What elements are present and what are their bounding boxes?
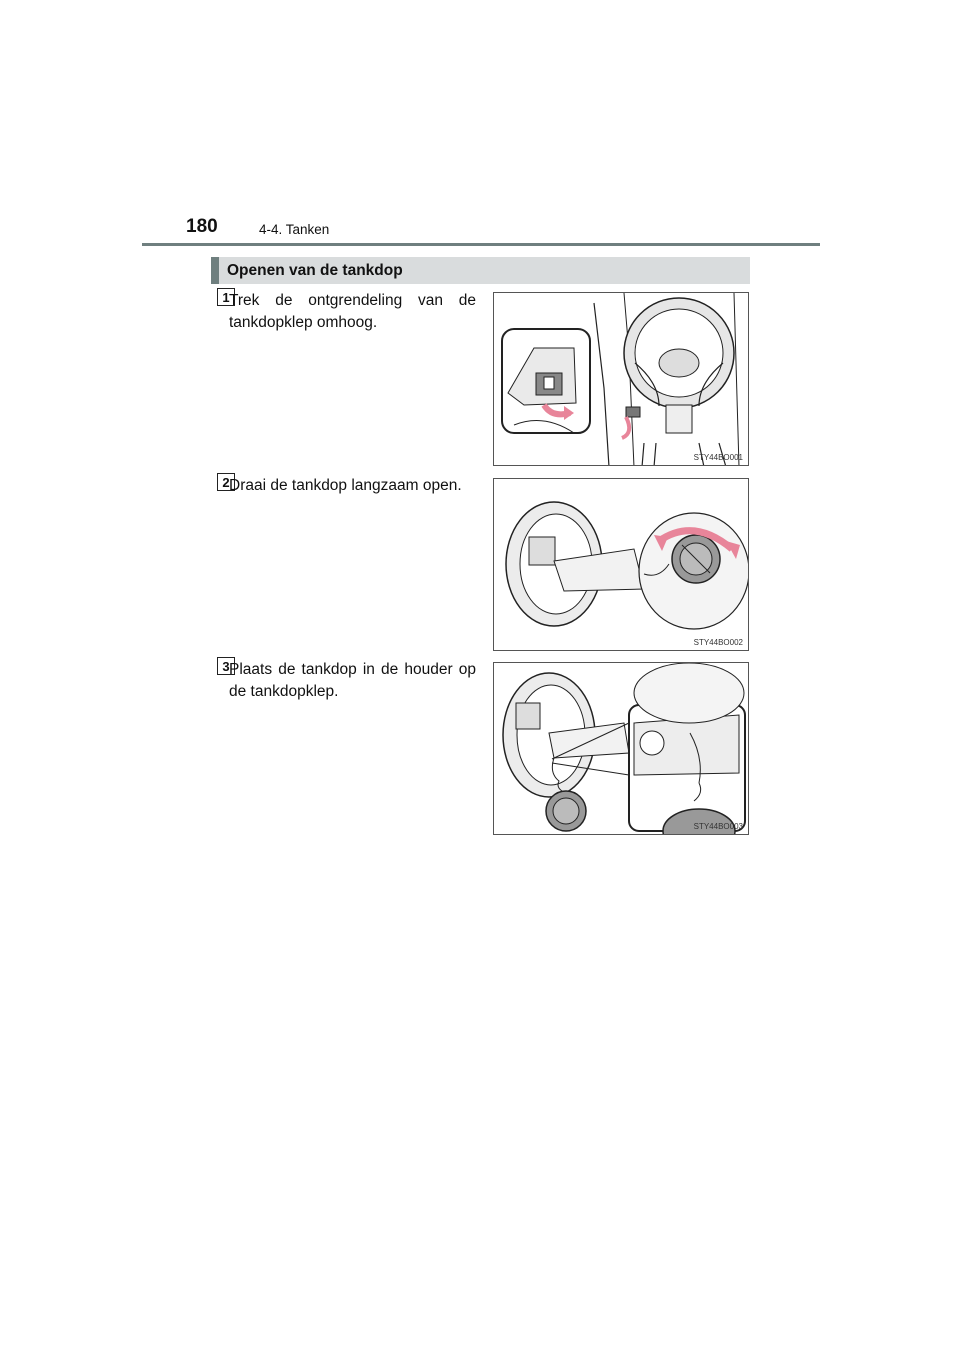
figure-code-3: STY44BO003 [693, 822, 743, 831]
step-number-1: 1 [217, 288, 235, 306]
cap-holder-illustration [494, 663, 749, 835]
header-rule [142, 243, 820, 246]
step-number-3: 3 [217, 657, 235, 675]
step-text-1: Trek de ontgrendeling van de tankdopklep omhoog. [229, 292, 476, 331]
section-title: Openen van de tankdop [227, 261, 403, 279]
figure-open-cap [493, 478, 749, 651]
step-number-2: 2 [217, 473, 235, 491]
open-cap-illustration [494, 479, 749, 651]
figure-cap-holder [493, 662, 749, 835]
figure-release-lever [493, 292, 749, 466]
step-text-2: Draai de tankdop langzaam open. [229, 477, 462, 494]
page-number: 180 [186, 216, 218, 237]
section-accent [211, 257, 219, 284]
figure-code-1: STY44BO001 [693, 453, 743, 462]
release-lever-illustration [494, 293, 749, 466]
chapter-title: 4-4. Tanken [259, 222, 330, 237]
figure-code-2: STY44BO002 [693, 638, 743, 647]
step-text-3: Plaats de tankdop in de houder op de tankdopklep. [229, 661, 476, 700]
section-heading [211, 257, 750, 284]
